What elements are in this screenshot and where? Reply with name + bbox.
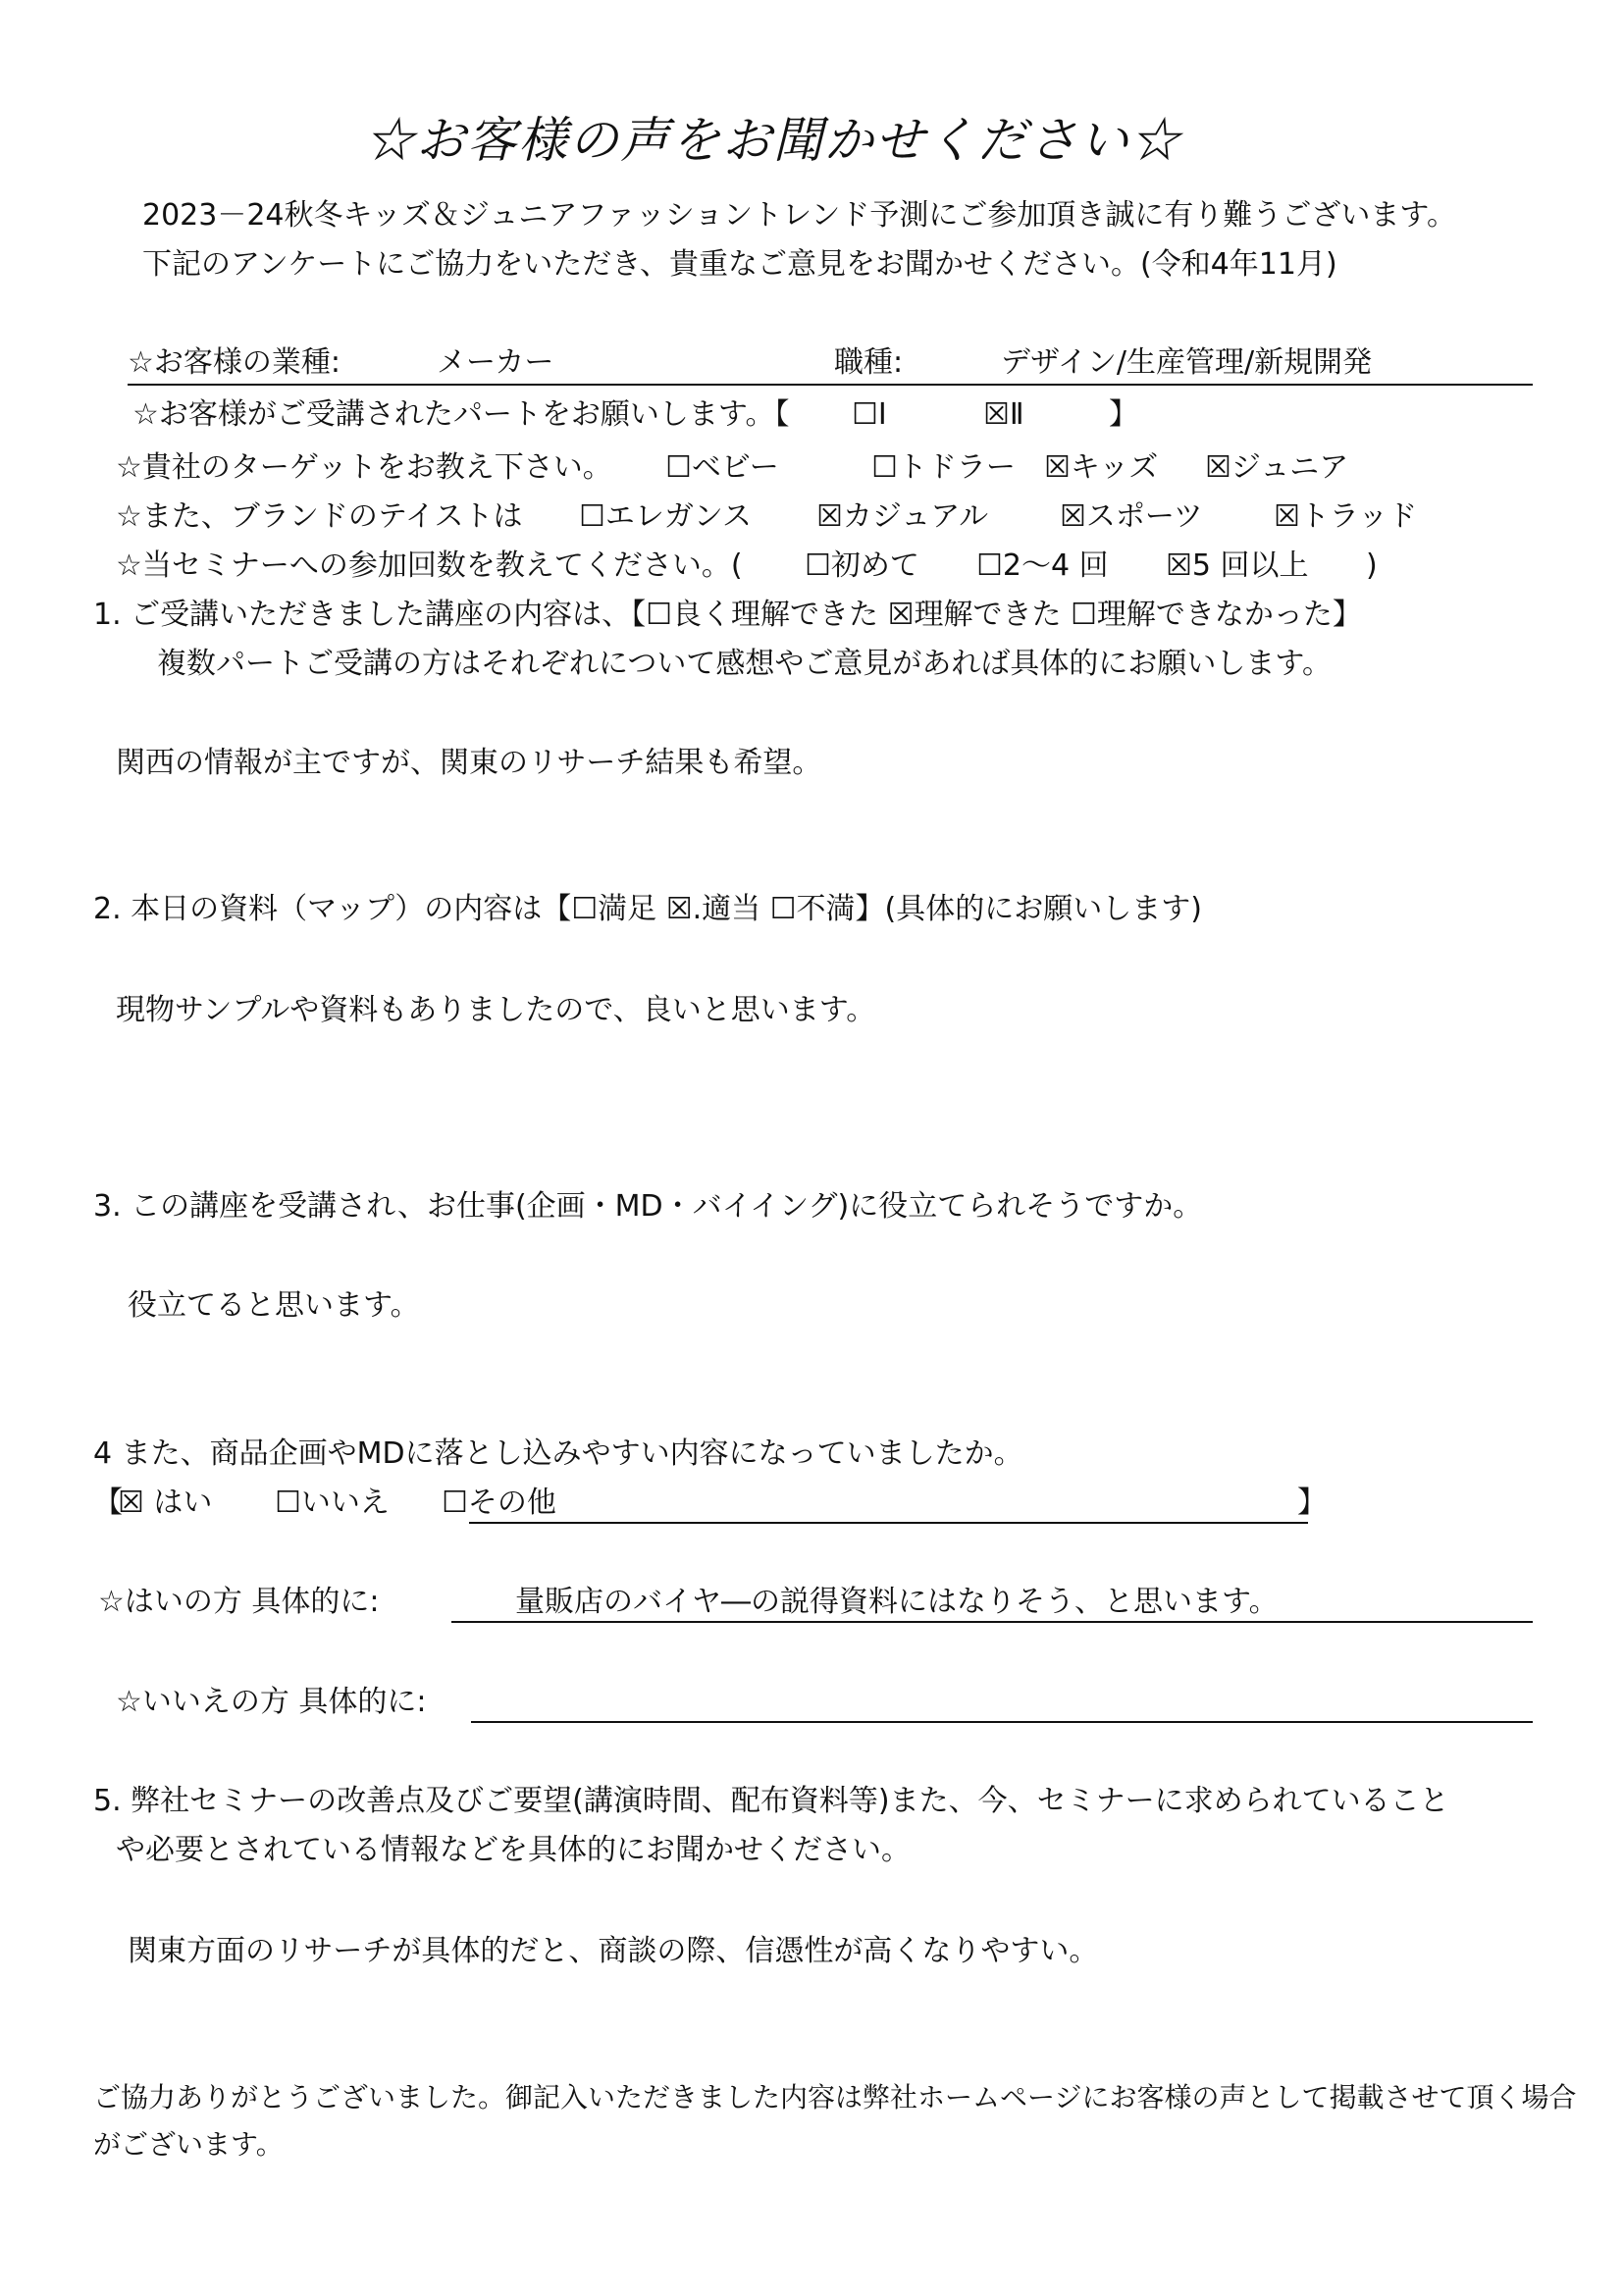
q4-no-label: ☆いいえの方 具体的に:	[116, 1685, 427, 1719]
part-label: ☆お客様がご受講されたパートをお願いします。【	[132, 397, 790, 432]
count-close-bracket: )	[1366, 548, 1378, 583]
q4-question: 4 また、商品企画やMDに落とし込みやすい内容になっていましたか。	[93, 1436, 1023, 1471]
target-option-junior[interactable]: ☒ジュニア	[1205, 450, 1349, 485]
q4-option-yes[interactable]: ☒ はい	[118, 1486, 213, 1520]
q4-option-no[interactable]: ☐いいえ	[275, 1486, 390, 1520]
q3-answer: 役立てると思います。	[128, 1288, 420, 1323]
q1-sub: 複数パートご受講の方はそれぞれについて感想やご意見があれば具体的にお願いします。	[157, 647, 1332, 681]
part-option-1[interactable]: ☐Ⅰ	[852, 397, 887, 432]
q4-option-other[interactable]: ☐その他	[442, 1486, 556, 1520]
q1-question: 1. ご受講いただきました講座の内容は、【☐良く理解できた ☒理解できた ☐理解できなかった】	[93, 598, 1362, 632]
q4-other-underline	[469, 1522, 1308, 1524]
page-title: ☆お客様の声をお聞かせください☆	[365, 112, 1181, 169]
industry-value: メーカー	[437, 345, 554, 380]
q5-question-line-2: や必要とされている情報などを具体的にお聞かせください。	[116, 1833, 911, 1867]
q4-yes-answer[interactable]: 量販店のバイヤ―の説得資料にはなりそう、と思います。	[515, 1585, 1279, 1619]
target-label: ☆貴社のターゲットをお教え下さい。	[116, 450, 612, 485]
footer-line-2: がございます。	[93, 2128, 284, 2161]
count-option-first[interactable]: ☐初めて	[805, 548, 919, 583]
q4-close-bracket: 】	[1297, 1486, 1327, 1520]
taste-option-trad[interactable]: ☒トラッド	[1274, 499, 1418, 534]
q4-open-bracket: 【	[93, 1486, 123, 1520]
q1-answer: 関西の情報が主ですが、関東のリサーチ結果も希望。	[116, 746, 822, 780]
count-label: ☆当セミナーへの参加回数を教えてください。(	[116, 548, 743, 583]
target-option-toddler[interactable]: ☐トドラー	[871, 450, 1016, 485]
part-close-bracket: 】	[1109, 397, 1138, 432]
count-option-2to4[interactable]: ☐2～4 回	[976, 548, 1109, 583]
q4-no-underline	[471, 1721, 1533, 1723]
q2-question: 2. 本日の資料（マップ）の内容は【☐満足 ☒.適当 ☐不満】(具体的にお願いします)	[93, 892, 1202, 926]
taste-option-casual[interactable]: ☒カジュアル	[816, 499, 989, 534]
target-option-baby[interactable]: ☐ベビー	[665, 450, 779, 485]
q4-yes-underline	[451, 1621, 1533, 1623]
job-value: デザイン/生産管理/新規開発	[1001, 345, 1373, 380]
target-option-kids[interactable]: ☒キッズ	[1044, 450, 1159, 485]
count-option-5plus[interactable]: ☒5 回以上	[1166, 548, 1309, 583]
part-option-2[interactable]: ☒Ⅱ	[983, 397, 1024, 432]
taste-label: ☆また、ブランドのテイストは	[116, 499, 523, 534]
q3-question: 3. この講座を受講され、お仕事(企画・MD・バイイング)に役立てられそうですか。	[93, 1189, 1203, 1224]
q4-yes-label: ☆はいの方 具体的に:	[98, 1585, 380, 1619]
taste-option-sports[interactable]: ☒スポーツ	[1060, 499, 1203, 534]
intro-line-2: 下記のアンケートにご協力をいただき、貴重なご意見をお聞かせください。(令和4年11月)	[142, 247, 1337, 282]
taste-option-elegance[interactable]: ☐エレガンス	[579, 499, 752, 534]
job-label: 職種:	[834, 345, 904, 380]
intro-line-1: 2023－24秋冬キッズ＆ジュニアファッショントレンド予測にご参加頂き誠に有り難うございます。	[142, 198, 1456, 233]
q5-answer: 関東方面のリサーチが具体的だと、商談の際、信憑性が高くなりやすい。	[128, 1934, 1099, 1968]
industry-underline	[128, 384, 1533, 386]
footer-line-1: ご協力ありがとうございました。御記入いただきました内容は弊社ホームページにお客様の声として掲載させて頂く場合	[93, 2081, 1577, 2113]
q2-answer: 現物サンプルや資料もありましたので、良いと思います。	[116, 993, 876, 1027]
q5-question-line-1: 5. 弊社セミナーの改善点及びご要望(講演時間、配布資料等)また、今、セミナーに求められていること	[93, 1784, 1449, 1818]
industry-label: ☆お客様の業種:	[128, 345, 341, 380]
